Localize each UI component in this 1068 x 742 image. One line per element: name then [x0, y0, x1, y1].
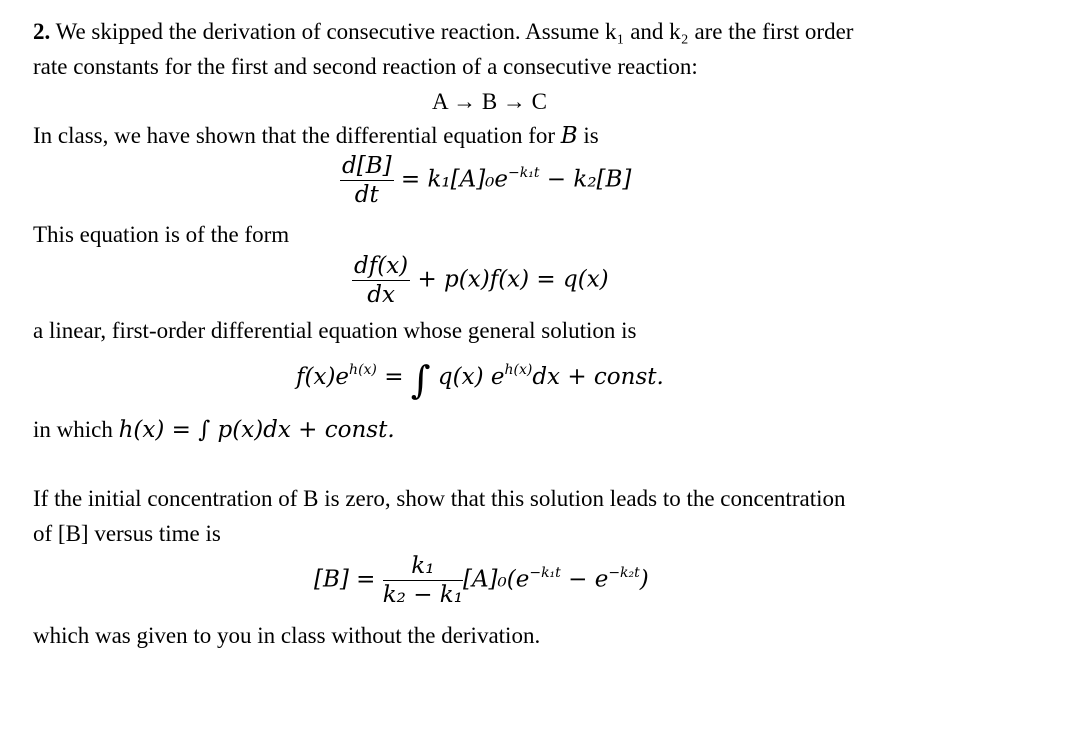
intro-line-1 — [33, 18, 853, 45]
general-solution-equation — [296, 358, 664, 402]
closing-line: which was given to you in class without the derivation. — [33, 623, 541, 648]
result-exponent-2: −k₂t — [608, 564, 640, 581]
form-line: This equation is of the form — [33, 222, 290, 247]
class-line-variable: B — [560, 123, 578, 149]
problem-number: 2. — [33, 19, 51, 44]
rate-rhs-b: − k₂[B] — [539, 166, 632, 193]
result-lhs: [B] = — [314, 566, 376, 593]
linear-line: a linear, first-order differential equation whose general solution is — [33, 318, 637, 343]
result-denominator: k₂ − k₁ — [382, 582, 463, 608]
result-numerator: k₁ — [383, 552, 463, 581]
rate-rhs-exponent: −k₁t — [508, 164, 540, 181]
class-line — [33, 122, 599, 150]
result-fraction — [383, 552, 463, 609]
intro-text-1: We skipped the derivation of consecutive reaction. Assume k₁ and k₂ are the first order — [55, 19, 854, 44]
solution-lhs-exponent: h(x) — [349, 362, 377, 378]
which-prefix: in which — [33, 417, 119, 442]
class-line-prefix: In class, we have shown that the differential equation for — [33, 123, 561, 148]
solution-rhs-b: dx + const. — [532, 364, 664, 390]
general-rhs: + p(x)f(x) = q(x) — [417, 266, 609, 293]
rate-equation-b — [340, 152, 631, 209]
rate-rhs-a: = k₁[A]₀e — [400, 166, 509, 193]
solution-equals: = — [376, 364, 411, 390]
solution-lhs: f(x)e — [296, 364, 350, 390]
class-line-suffix: is — [577, 123, 599, 148]
general-denominator: dx — [367, 282, 395, 308]
general-numerator: df(x) — [354, 253, 409, 279]
which-line — [33, 416, 395, 444]
rate-numerator: d[B] — [342, 153, 392, 179]
solution-rhs-exponent: h(x) — [504, 362, 533, 378]
general-fraction — [352, 252, 410, 309]
result-rhs-a: [A]₀(e — [462, 566, 530, 593]
result-mid: − e — [560, 566, 609, 593]
solution-rhs-a: q(x) e — [430, 364, 505, 390]
general-form-equation — [352, 252, 609, 309]
concentration-result-equation — [314, 552, 649, 609]
rate-denominator: dt — [354, 182, 379, 208]
reaction-scheme: A → B → C — [432, 89, 548, 114]
which-math: h(x) = ∫ p(x)dx + const. — [118, 417, 395, 443]
result-exponent-1: −k₁t — [529, 564, 561, 581]
result-rhs-b: ) — [639, 566, 649, 593]
intro-line-2: rate constants for the first and second reaction of a consecutive reaction: — [33, 54, 698, 79]
integral-sign: ∫ — [410, 358, 431, 402]
initial-line-2: of [B] versus time is — [33, 521, 221, 546]
rate-fraction — [340, 152, 394, 209]
initial-line-1: If the initial concentration of B is zero, show that this solution leads to the concentration — [33, 486, 846, 511]
